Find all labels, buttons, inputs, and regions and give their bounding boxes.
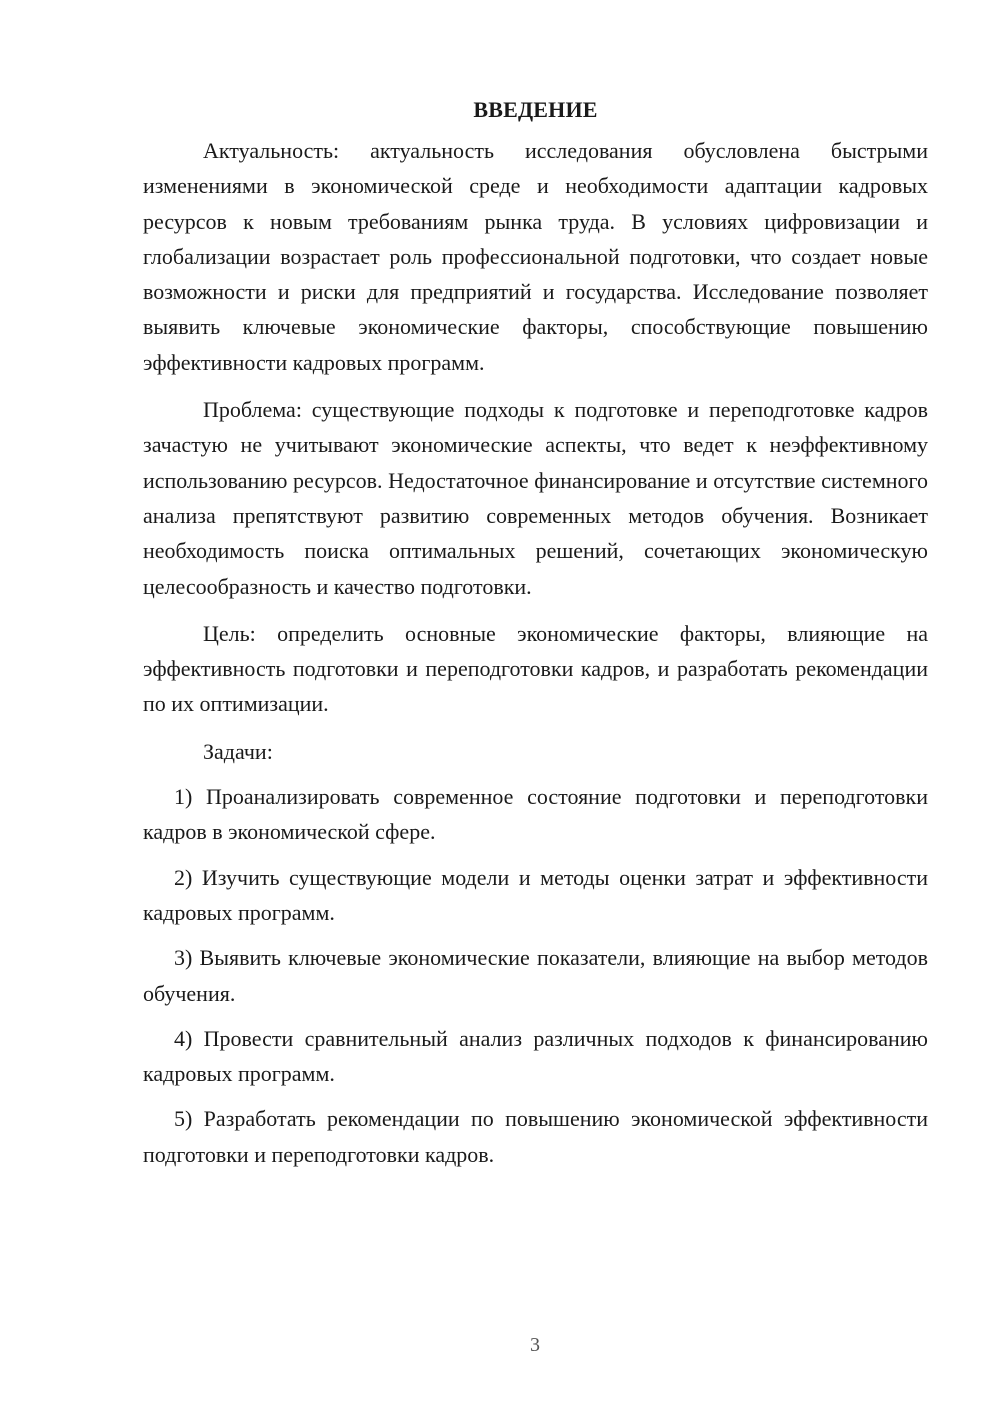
task-item-2: 2) Изучить существующие модели и методы оценки затрат и эффективности кадровых программ. <box>143 864 928 925</box>
tasks-label: Задачи: <box>203 738 273 764</box>
task-item-5: 5) Разработать рекомендации по повышению экономической эффективности подготовки и переподготовки кадров. <box>143 1106 928 1167</box>
goal-paragraph: Цель: определить основные экономические факторы, влияющие на эффективность подготовки и переподготовки кадров, и разработать рекомендации по их оптимизации. <box>143 620 928 717</box>
task-item-4: 4) Провести сравнительный анализ различных подходов к финансированию кадровых программ. <box>143 1025 928 1087</box>
problem-paragraph: Проблема: существующие подходы к подготовке и переподготовке кадров зачастую не учитывают экономические аспекты, что ведет к неэффективному использованию ресурсов. Недостаточное финансирование и отсутствие системного анализа препятствуют развитию современных методов обучения. Возникает необходимость поиска оптимальных решений, сочетающих экономическую целесообразность и качество подготовки. <box>143 397 928 599</box>
page-title: ВВЕДЕНИЕ <box>473 97 598 122</box>
page-number: 3 <box>530 1334 540 1356</box>
task-item-1: 1) Проанализировать современное состояние подготовки и переподготовки кадров в экономической сфере. <box>143 784 928 845</box>
task-item-3: 3) Выявить ключевые экономические показатели, влияющие на выбор методов обучения. <box>143 945 928 1006</box>
relevance-paragraph: Актуальность: актуальность исследования обусловлена быстрыми изменениями в экономической среде и необходимости адаптации кадровых ресурсов к новым требованиям рынка труда. В условиях цифровизации и глобализации возрастает роль профессиональной подготовки, что создает новые возможности и риски для предприятий и государства. Исследование позволяет выявить ключевые экономические факторы, способствующие повышению эффективности кадровых программ. <box>143 138 928 375</box>
document-page <box>143 92 928 1182</box>
